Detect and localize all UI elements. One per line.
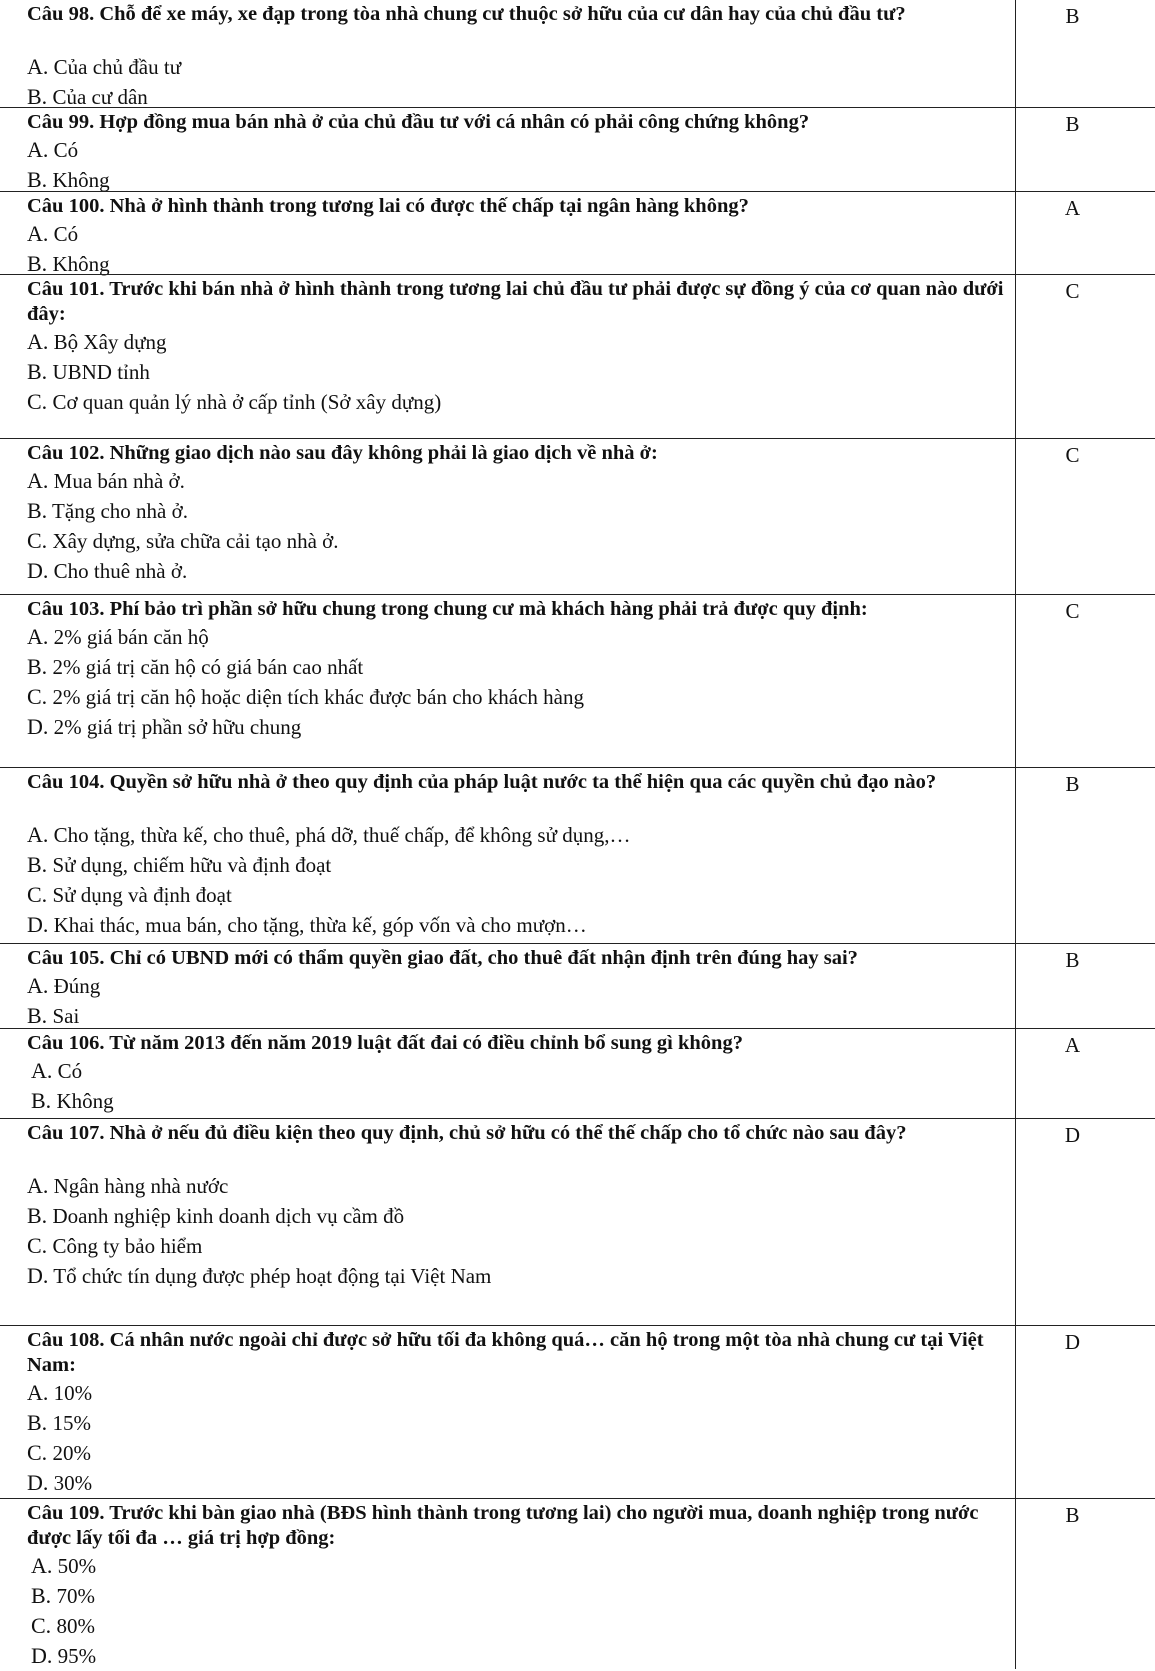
question-cell bbox=[0, 275, 1016, 438]
option-text: 10% bbox=[48, 1381, 93, 1405]
option-text: Cho tặng, thừa kế, cho thuê, phá dỡ, thuế chấp, để không sử dụng,… bbox=[48, 823, 631, 847]
answer-cell: D bbox=[1064, 1330, 1081, 1354]
option-d bbox=[27, 910, 1015, 940]
question-row bbox=[0, 191, 1155, 274]
question-cell bbox=[0, 944, 1016, 1028]
option-a bbox=[27, 466, 1015, 496]
question-text: Câu 108. Cá nhân nước ngoài chỉ được sở hữu tối đa không quá… căn hộ trong một tòa nhà chung cư tại Việt Nam: bbox=[27, 1329, 984, 1376]
option-b bbox=[27, 357, 1015, 387]
option-label: C. bbox=[27, 1440, 48, 1465]
option-label: A. bbox=[27, 54, 49, 79]
option-text: Có bbox=[52, 1059, 83, 1083]
option-text: Có bbox=[48, 222, 79, 246]
answer-cell: A bbox=[1064, 196, 1081, 220]
option-text: Sai bbox=[47, 1004, 80, 1028]
answer-cell: B bbox=[1065, 948, 1080, 972]
question-text: Câu 109. Trước khi bàn giao nhà (BĐS hình thành trong tương lai) cho người mua, doanh nghiệp trong nước được lấy tối đa … giá trị hợp đồng: bbox=[27, 1502, 979, 1549]
question-text: Câu 105. Chỉ có UBND mới có thẩm quyền giao đất, cho thuê đất nhận định trên đúng hay sai? bbox=[27, 947, 858, 969]
option-label: C. bbox=[27, 684, 48, 709]
question-text: Câu 102. Những giao dịch nào sau đây không phải là giao dịch về nhà ở: bbox=[27, 442, 658, 464]
option-label: D. bbox=[27, 714, 49, 739]
option-label: A. bbox=[27, 973, 49, 998]
option-text: Của chủ đầu tư bbox=[48, 55, 182, 79]
option-label: D. bbox=[27, 1263, 49, 1288]
option-text: 80% bbox=[51, 1614, 95, 1638]
option-label: A. bbox=[31, 1553, 53, 1578]
question-row bbox=[0, 107, 1155, 191]
question-cell bbox=[0, 108, 1016, 191]
option-text: Cho thuê nhà ở. bbox=[48, 559, 188, 583]
option-a bbox=[27, 52, 1015, 82]
question-cell bbox=[0, 1029, 1016, 1118]
option-text: Xây dựng, sửa chữa cải tạo nhà ở. bbox=[47, 529, 339, 553]
question-row bbox=[0, 1498, 1155, 1669]
option-c bbox=[27, 1611, 1015, 1641]
option-label: B. bbox=[31, 1583, 52, 1608]
option-text: Khai thác, mua bán, cho tặng, thừa kế, góp vốn và cho mượn… bbox=[48, 913, 587, 937]
answer-cell: D bbox=[1064, 1123, 1081, 1147]
option-text: 2% giá trị căn hộ hoặc diện tích khác được bán cho khách hàng bbox=[47, 685, 584, 709]
option-text: 70% bbox=[51, 1584, 95, 1608]
question-cell bbox=[0, 0, 1016, 107]
option-b bbox=[27, 1201, 1015, 1231]
option-c bbox=[27, 526, 1015, 556]
option-b bbox=[27, 1408, 1015, 1438]
option-text: 30% bbox=[48, 1471, 93, 1495]
question-text: Câu 101. Trước khi bán nhà ở hình thành trong tương lai chủ đầu tư phải được sự đồng ý của cơ quan nào dưới đây: bbox=[27, 278, 1004, 325]
option-label: A. bbox=[27, 822, 49, 847]
question-row bbox=[0, 594, 1155, 767]
option-label: A. bbox=[27, 468, 49, 493]
question-row bbox=[0, 943, 1155, 1028]
option-text: Công ty bảo hiểm bbox=[47, 1234, 203, 1258]
option-a bbox=[27, 1378, 1015, 1408]
option-label: B. bbox=[27, 498, 48, 523]
option-label: B. bbox=[27, 84, 48, 109]
option-label: A. bbox=[27, 624, 49, 649]
option-label: A. bbox=[27, 1380, 49, 1405]
answer-cell: A bbox=[1064, 1033, 1081, 1057]
question-text: Câu 100. Nhà ở hình thành trong tương lai có được thế chấp tại ngân hàng không? bbox=[27, 195, 749, 217]
question-cell bbox=[0, 439, 1016, 594]
option-label: A. bbox=[27, 1173, 49, 1198]
option-a bbox=[27, 971, 1015, 1001]
option-label: D. bbox=[27, 558, 49, 583]
question-row bbox=[0, 438, 1155, 594]
option-label: B. bbox=[27, 167, 48, 192]
option-text: Đúng bbox=[48, 974, 101, 998]
option-d bbox=[27, 1261, 1015, 1291]
option-a bbox=[27, 820, 1015, 850]
question-cell bbox=[0, 192, 1016, 274]
answer-cell: C bbox=[1065, 443, 1080, 467]
option-label: B. bbox=[27, 251, 48, 276]
option-text: 2% giá trị căn hộ có giá bán cao nhất bbox=[47, 655, 364, 679]
option-d bbox=[27, 1641, 1015, 1671]
option-text: 95% bbox=[52, 1644, 97, 1668]
option-a bbox=[27, 327, 1015, 357]
answer-cell: C bbox=[1065, 279, 1080, 303]
option-text: Sử dụng, chiếm hữu và định đoạt bbox=[47, 853, 332, 877]
option-text: Có bbox=[48, 138, 79, 162]
option-text: Sử dụng và định đoạt bbox=[47, 883, 232, 907]
option-b bbox=[27, 652, 1015, 682]
option-d bbox=[27, 556, 1015, 586]
option-a bbox=[27, 219, 1015, 249]
option-b bbox=[27, 496, 1015, 526]
option-d bbox=[27, 712, 1015, 742]
option-text: Mua bán nhà ở. bbox=[48, 469, 185, 493]
question-text: Câu 99. Hợp đồng mua bán nhà ở của chủ đầu tư với cá nhân có phải công chứng không? bbox=[27, 111, 810, 133]
option-text: 50% bbox=[52, 1554, 97, 1578]
answer-cell: B bbox=[1065, 1503, 1080, 1527]
option-label: B. bbox=[27, 654, 48, 679]
option-b bbox=[27, 1086, 1015, 1116]
option-label: C. bbox=[27, 882, 48, 907]
option-label: C. bbox=[31, 1613, 52, 1638]
option-a bbox=[27, 622, 1015, 652]
option-c bbox=[27, 880, 1015, 910]
answer-cell: B bbox=[1065, 112, 1080, 136]
question-text: Câu 107. Nhà ở nếu đủ điều kiện theo quy định, chủ sở hữu có thể thế chấp cho tổ chức nào sau đây? bbox=[27, 1122, 907, 1144]
option-text: Bộ Xây dựng bbox=[48, 330, 167, 354]
option-label: B. bbox=[27, 852, 48, 877]
option-b bbox=[27, 1001, 1015, 1031]
question-row bbox=[0, 767, 1155, 943]
option-text: Không bbox=[47, 168, 110, 192]
question-cell bbox=[0, 768, 1016, 943]
option-label: B. bbox=[27, 1203, 48, 1228]
question-row bbox=[0, 1028, 1155, 1118]
question-row bbox=[0, 0, 1155, 107]
answer-cell: B bbox=[1065, 4, 1080, 28]
option-label: A. bbox=[31, 1058, 53, 1083]
option-b bbox=[27, 1581, 1015, 1611]
answer-cell: B bbox=[1065, 772, 1080, 796]
option-a bbox=[27, 1056, 1015, 1086]
option-label: C. bbox=[27, 389, 48, 414]
question-row bbox=[0, 1118, 1155, 1325]
option-label: B. bbox=[27, 359, 48, 384]
option-text: Của cư dân bbox=[47, 85, 148, 109]
option-text: 15% bbox=[47, 1411, 91, 1435]
option-text: Tổ chức tín dụng được phép hoạt động tại Việt Nam bbox=[48, 1264, 492, 1288]
option-label: B. bbox=[27, 1003, 48, 1028]
question-cell bbox=[0, 1119, 1016, 1325]
option-d bbox=[27, 1468, 1015, 1498]
option-label: A. bbox=[27, 329, 49, 354]
option-text: 2% giá bán căn hộ bbox=[48, 625, 209, 649]
option-c bbox=[27, 1231, 1015, 1261]
question-cell bbox=[0, 1499, 1016, 1669]
option-a bbox=[27, 135, 1015, 165]
option-label: A. bbox=[27, 221, 49, 246]
question-text: Câu 104. Quyền sở hữu nhà ở theo quy định của pháp luật nước ta thể hiện qua các quyền chủ đạo nào? bbox=[27, 771, 937, 793]
option-a bbox=[27, 1171, 1015, 1201]
option-c bbox=[27, 387, 1015, 417]
question-row bbox=[0, 1325, 1155, 1498]
option-label: A. bbox=[27, 137, 49, 162]
option-c bbox=[27, 682, 1015, 712]
option-label: B. bbox=[31, 1088, 52, 1113]
option-text: Doanh nghiệp kinh doanh dịch vụ cầm đồ bbox=[47, 1204, 405, 1228]
option-c bbox=[27, 1438, 1015, 1468]
option-text: 2% giá trị phần sở hữu chung bbox=[48, 715, 302, 739]
option-b bbox=[27, 850, 1015, 880]
question-text: Câu 103. Phí bảo trì phần sở hữu chung trong chung cư mà khách hàng phải trả được quy định: bbox=[27, 598, 868, 620]
option-label: D. bbox=[27, 1470, 49, 1495]
answer-cell: C bbox=[1065, 599, 1080, 623]
option-text: Ngân hàng nhà nước bbox=[48, 1174, 229, 1198]
question-cell bbox=[0, 1326, 1016, 1498]
option-label: D. bbox=[27, 912, 49, 937]
question-row bbox=[0, 274, 1155, 438]
option-text: Không bbox=[51, 1089, 114, 1113]
question-cell bbox=[0, 595, 1016, 767]
question-text: Câu 106. Từ năm 2013 đến năm 2019 luật đất đai có điều chỉnh bổ sung gì không? bbox=[27, 1032, 743, 1054]
option-text: Tặng cho nhà ở. bbox=[47, 499, 188, 523]
option-label: B. bbox=[27, 1410, 48, 1435]
option-text: Cơ quan quản lý nhà ở cấp tỉnh (Sở xây dựng) bbox=[47, 390, 442, 414]
option-label: C. bbox=[27, 528, 48, 553]
option-label: C. bbox=[27, 1233, 48, 1258]
option-text: 20% bbox=[47, 1441, 91, 1465]
option-label: D. bbox=[31, 1643, 53, 1668]
option-a bbox=[27, 1551, 1015, 1581]
option-text: Không bbox=[47, 252, 110, 276]
option-text: UBND tỉnh bbox=[47, 360, 150, 384]
question-text: Câu 98. Chỗ để xe máy, xe đạp trong tòa nhà chung cư thuộc sở hữu của cư dân hay của chủ đầu tư? bbox=[27, 3, 906, 25]
